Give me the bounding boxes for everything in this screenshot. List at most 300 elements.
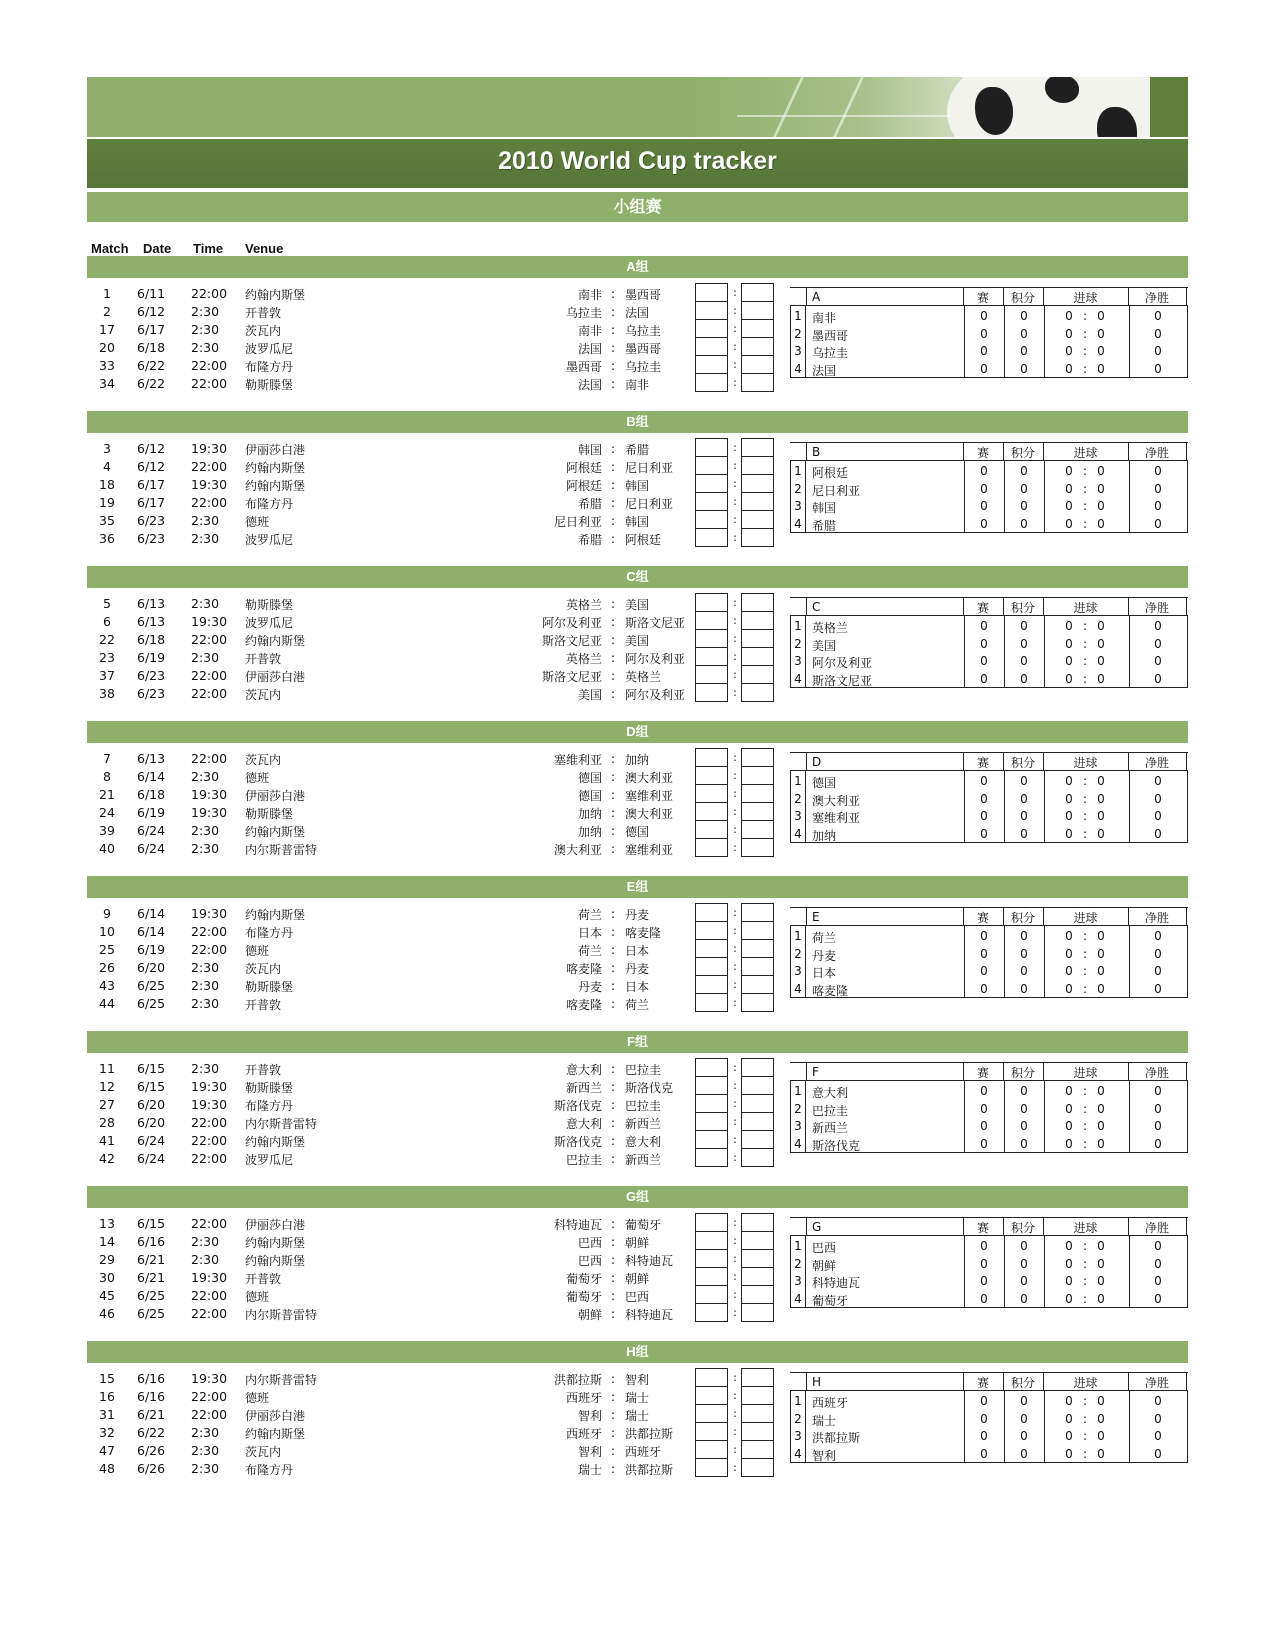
match-time: 22:00 — [191, 751, 228, 766]
goals-separator: : — [1082, 1291, 1088, 1306]
vs-separator: : — [610, 495, 616, 510]
team-played: 0 — [980, 981, 988, 996]
column-divider — [1003, 1062, 1004, 1080]
match-date: 6/14 — [137, 906, 166, 921]
standings-group-letter: A — [812, 290, 821, 304]
team-name: 荷兰 — [812, 931, 837, 945]
home-score-input[interactable] — [695, 1368, 728, 1387]
away-score-input[interactable] — [741, 492, 774, 511]
away-score-input[interactable] — [741, 1112, 774, 1131]
home-score-input[interactable] — [695, 1404, 728, 1423]
standings-row — [791, 1099, 1187, 1117]
away-score-input[interactable] — [741, 283, 774, 302]
banner-edge — [1150, 77, 1188, 137]
home-team: 洪都拉斯 — [553, 1373, 602, 1387]
home-score-input[interactable] — [695, 1112, 728, 1131]
away-score-input[interactable] — [741, 820, 774, 839]
away-score-input[interactable] — [741, 528, 774, 547]
team-points: 0 — [1020, 499, 1028, 513]
home-team: 英格兰 — [565, 598, 602, 612]
match-date: 6/15 — [137, 1079, 166, 1094]
match-number: 42 — [99, 1151, 115, 1166]
away-score-input[interactable] — [741, 438, 774, 457]
header-top-border — [790, 907, 1188, 908]
away-score-input[interactable] — [741, 1404, 774, 1423]
team-played: 0 — [980, 946, 988, 961]
points-header: 积分 — [1010, 1376, 1035, 1390]
score-separator: : — [733, 1097, 737, 1110]
goals-against: 0 — [1097, 1429, 1105, 1443]
match-date: 6/21 — [137, 1407, 166, 1422]
home-score-input[interactable] — [695, 1267, 728, 1286]
home-team: 南非 — [577, 324, 602, 338]
goal-difference: 0 — [1154, 774, 1162, 788]
home-score-input[interactable] — [695, 438, 728, 457]
match-date: 6/23 — [137, 668, 166, 683]
points-header: 积分 — [1010, 291, 1035, 305]
home-score-input[interactable] — [695, 1303, 728, 1322]
match-time: 2:30 — [191, 1234, 220, 1249]
away-score-input[interactable] — [741, 921, 774, 940]
standings-row — [791, 1134, 1187, 1152]
home-team: 巴西 — [577, 1236, 602, 1250]
away-score-input[interactable] — [741, 510, 774, 529]
home-score-input[interactable] — [695, 1076, 728, 1095]
away-score-input[interactable] — [741, 1267, 774, 1286]
match-number: 20 — [99, 340, 115, 355]
team-rank: 4 — [794, 516, 802, 531]
vs-separator: : — [610, 769, 616, 784]
match-venue: 茨瓦内 — [245, 688, 282, 702]
home-score-input[interactable] — [695, 993, 728, 1012]
home-score-input[interactable] — [695, 1440, 728, 1459]
home-score-input[interactable] — [695, 802, 728, 821]
vs-separator: : — [610, 513, 616, 528]
away-team: 乌拉圭 — [625, 360, 662, 374]
match-time: 19:30 — [191, 1270, 228, 1285]
home-score-input[interactable] — [695, 748, 728, 767]
vs-separator: : — [610, 1371, 616, 1386]
played-header: 赛 — [976, 1376, 989, 1390]
column-divider — [963, 442, 964, 460]
away-score-input[interactable] — [741, 1368, 774, 1387]
team-name: 斯洛文尼亚 — [812, 673, 873, 688]
away-score-input[interactable] — [741, 838, 774, 857]
away-team: 丹麦 — [625, 962, 650, 976]
home-score-input[interactable] — [695, 510, 728, 529]
away-team: 澳大利亚 — [625, 771, 674, 785]
home-team: 斯洛伐克 — [553, 1099, 602, 1113]
match-time: 19:30 — [191, 614, 228, 629]
goals-separator: : — [1082, 946, 1088, 961]
away-score-input[interactable] — [741, 975, 774, 994]
match-number: 21 — [99, 787, 115, 802]
away-score-input[interactable] — [741, 1148, 774, 1167]
team-points: 0 — [1020, 1394, 1028, 1408]
home-score-input[interactable] — [695, 903, 728, 922]
away-score-input[interactable] — [741, 1422, 774, 1441]
goals-separator: : — [1082, 774, 1088, 788]
column-divider — [963, 1062, 964, 1080]
away-team: 巴西 — [625, 1290, 650, 1304]
home-score-input[interactable] — [695, 1148, 728, 1167]
home-team: 加纳 — [577, 825, 602, 839]
away-score-input[interactable] — [741, 355, 774, 374]
standings-row — [791, 669, 1187, 687]
match-date: 6/25 — [137, 978, 166, 993]
away-score-input[interactable] — [741, 593, 774, 612]
match-number: 12 — [99, 1079, 115, 1094]
standings-row — [791, 634, 1187, 652]
goals-against: 0 — [1097, 1274, 1105, 1288]
vs-separator: : — [610, 1079, 616, 1094]
match-time: 22:00 — [191, 686, 228, 701]
match-venue: 伊丽莎白港 — [245, 1218, 306, 1232]
home-score-input[interactable] — [695, 492, 728, 511]
away-score-input[interactable] — [741, 373, 774, 392]
away-score-input[interactable] — [741, 629, 774, 648]
away-score-input[interactable] — [741, 319, 774, 338]
home-score-input[interactable] — [695, 611, 728, 630]
home-score-input[interactable] — [695, 766, 728, 785]
goal-diff-header: 净胜 — [1144, 1376, 1169, 1390]
team-name: 日本 — [812, 966, 837, 980]
home-team: 希腊 — [577, 497, 602, 511]
match-date: 6/17 — [137, 322, 166, 337]
home-score-input[interactable] — [695, 474, 728, 493]
home-team: 阿根廷 — [565, 461, 602, 475]
away-score-input[interactable] — [741, 1076, 774, 1095]
home-score-input[interactable] — [695, 1422, 728, 1441]
team-played: 0 — [980, 1101, 988, 1116]
team-points: 0 — [1020, 1084, 1028, 1098]
standings-group-letter: E — [812, 910, 820, 924]
home-score-input[interactable] — [695, 1231, 728, 1250]
away-team: 塞维利亚 — [625, 843, 674, 857]
away-score-input[interactable] — [741, 748, 774, 767]
page-title: 2010 World Cup tracker — [498, 147, 777, 175]
match-time: 2:30 — [191, 650, 220, 665]
goals-against: 0 — [1097, 481, 1105, 496]
goal-difference: 0 — [1154, 981, 1162, 996]
away-score-input[interactable] — [741, 993, 774, 1012]
home-score-input[interactable] — [695, 665, 728, 684]
score-separator: : — [733, 358, 737, 371]
match-number: 1 — [103, 286, 111, 301]
home-team: 尼日利亚 — [553, 515, 602, 529]
away-score-input[interactable] — [741, 1440, 774, 1459]
home-score-input[interactable] — [695, 337, 728, 356]
home-score-input[interactable] — [695, 1458, 728, 1477]
home-score-input[interactable] — [695, 647, 728, 666]
goals-against: 0 — [1097, 619, 1105, 633]
goals-separator: : — [1082, 1136, 1088, 1151]
home-score-input[interactable] — [695, 957, 728, 976]
match-time: 22:00 — [191, 1133, 228, 1148]
match-venue: 伊丽莎白港 — [245, 443, 306, 457]
match-number: 3 — [103, 441, 111, 456]
away-score-input[interactable] — [741, 665, 774, 684]
match-time: 22:00 — [191, 1115, 228, 1130]
away-score-input[interactable] — [741, 939, 774, 958]
goals-against: 0 — [1097, 464, 1105, 478]
match-date: 6/23 — [137, 513, 166, 528]
home-score-input[interactable] — [695, 1249, 728, 1268]
match-time: 22:00 — [191, 1288, 228, 1303]
home-score-input[interactable] — [695, 683, 728, 702]
home-team: 阿根廷 — [565, 479, 602, 493]
home-score-input[interactable] — [695, 784, 728, 803]
goals-separator: : — [1082, 619, 1088, 633]
away-team: 墨西哥 — [625, 288, 662, 302]
goals-separator: : — [1082, 309, 1088, 323]
goals-separator: : — [1082, 464, 1088, 478]
team-rank: 3 — [794, 964, 802, 978]
home-score-input[interactable] — [695, 355, 728, 374]
score-separator: : — [733, 769, 737, 782]
home-score-input[interactable] — [695, 975, 728, 994]
vs-separator: : — [610, 1425, 616, 1440]
home-score-input[interactable] — [695, 593, 728, 612]
group-header: H组 — [87, 1341, 1188, 1363]
away-score-input[interactable] — [741, 1249, 774, 1268]
standings-row — [791, 1426, 1187, 1444]
match-venue: 波罗瓜尼 — [245, 342, 294, 356]
vs-separator: : — [610, 1151, 616, 1166]
score-separator: : — [733, 1151, 737, 1164]
home-score-input[interactable] — [695, 301, 728, 320]
played-header: 赛 — [976, 1066, 989, 1080]
goal-difference: 0 — [1154, 361, 1162, 376]
team-rank: 2 — [794, 1101, 802, 1116]
goals-separator: : — [1082, 1256, 1088, 1271]
goals-against: 0 — [1097, 1136, 1105, 1151]
vs-separator: : — [610, 322, 616, 337]
home-score-input[interactable] — [695, 456, 728, 475]
team-name: 澳大利亚 — [812, 793, 861, 808]
header-top-border — [790, 287, 1188, 288]
match-date: 6/19 — [137, 805, 166, 820]
away-score-input[interactable] — [741, 1058, 774, 1077]
away-score-input[interactable] — [741, 474, 774, 493]
match-number: 22 — [99, 632, 115, 647]
played-header: 赛 — [976, 601, 989, 615]
away-score-input[interactable] — [741, 611, 774, 630]
header-right-border — [1186, 597, 1187, 615]
goals-for: 0 — [1065, 481, 1073, 496]
away-score-input[interactable] — [741, 957, 774, 976]
away-score-input[interactable] — [741, 1386, 774, 1405]
standings-row — [791, 806, 1187, 824]
column-divider — [1043, 442, 1044, 460]
header-left-border — [806, 287, 807, 305]
away-team: 智利 — [625, 1373, 650, 1387]
match-venue: 开普敦 — [245, 306, 282, 320]
team-rank: 3 — [794, 654, 802, 668]
header-left-border — [806, 1217, 807, 1235]
match-time: 2:30 — [191, 304, 220, 319]
home-team: 西班牙 — [565, 1391, 602, 1405]
score-separator: : — [733, 459, 737, 472]
standings-row — [791, 1409, 1187, 1427]
match-time: 2:30 — [191, 1252, 220, 1267]
match-venue: 约翰内斯堡 — [245, 908, 306, 922]
match-venue: 勒斯滕堡 — [245, 378, 294, 392]
team-played: 0 — [980, 964, 988, 978]
header-left-border — [806, 597, 807, 615]
match-date: 6/15 — [137, 1216, 166, 1231]
away-score-input[interactable] — [741, 647, 774, 666]
score-separator: : — [733, 513, 737, 526]
match-venue: 内尔斯普雷特 — [245, 1308, 318, 1322]
team-rank: 3 — [794, 1429, 802, 1443]
match-venue: 约翰内斯堡 — [245, 1427, 306, 1441]
home-team: 法国 — [577, 378, 602, 392]
match-number: 45 — [99, 1288, 115, 1303]
match-venue: 波罗瓜尼 — [245, 533, 294, 547]
away-score-input[interactable] — [741, 1213, 774, 1232]
match-date: 6/12 — [137, 441, 166, 456]
goals-separator: : — [1082, 1429, 1088, 1443]
goals-for: 0 — [1065, 1274, 1073, 1288]
match-number: 6 — [103, 614, 111, 629]
away-score-input[interactable] — [741, 683, 774, 702]
team-name: 新西兰 — [812, 1121, 849, 1135]
match-number: 29 — [99, 1252, 115, 1267]
goals-against: 0 — [1097, 774, 1105, 788]
match-venue: 勒斯滕堡 — [245, 1081, 294, 1095]
match-number: 25 — [99, 942, 115, 957]
column-divider — [1043, 597, 1044, 615]
header-top-border — [790, 1062, 1188, 1063]
column-divider — [1003, 907, 1004, 925]
team-played: 0 — [980, 1239, 988, 1253]
home-score-input[interactable] — [695, 921, 728, 940]
goal-difference: 0 — [1154, 619, 1162, 633]
goals-for: 0 — [1065, 774, 1073, 788]
goals-separator: : — [1082, 1239, 1088, 1253]
team-name: 南非 — [812, 311, 837, 325]
home-score-input[interactable] — [695, 838, 728, 857]
away-score-input[interactable] — [741, 456, 774, 475]
vs-separator: : — [610, 650, 616, 665]
match-venue: 茨瓦内 — [245, 962, 282, 976]
goals-for: 0 — [1065, 309, 1073, 323]
home-team: 德国 — [577, 771, 602, 785]
standings-row — [791, 771, 1187, 789]
match-time: 2:30 — [191, 769, 220, 784]
away-score-input[interactable] — [741, 337, 774, 356]
away-score-input[interactable] — [741, 802, 774, 821]
away-score-input[interactable] — [741, 1458, 774, 1477]
away-score-input[interactable] — [741, 784, 774, 803]
match-number: 40 — [99, 841, 115, 856]
home-score-input[interactable] — [695, 319, 728, 338]
match-venue: 茨瓦内 — [245, 753, 282, 767]
home-score-input[interactable] — [695, 820, 728, 839]
team-points: 0 — [1020, 654, 1028, 668]
match-number: 11 — [99, 1061, 115, 1076]
away-score-input[interactable] — [741, 1285, 774, 1304]
vs-separator: : — [610, 1443, 616, 1458]
away-score-input[interactable] — [741, 1094, 774, 1113]
away-score-input[interactable] — [741, 1231, 774, 1250]
team-name: 智利 — [812, 1448, 837, 1463]
team-name: 乌拉圭 — [812, 346, 849, 360]
header-right-border — [1186, 1372, 1187, 1390]
away-team: 瑞士 — [625, 1409, 650, 1423]
vs-separator: : — [610, 1097, 616, 1112]
home-score-input[interactable] — [695, 373, 728, 392]
match-time: 2:30 — [191, 960, 220, 975]
team-points: 0 — [1020, 946, 1028, 961]
goals-separator: : — [1082, 964, 1088, 978]
goal-difference: 0 — [1154, 481, 1162, 496]
score-separator: : — [733, 841, 737, 854]
standings-row — [791, 1254, 1187, 1272]
score-separator: : — [733, 1461, 737, 1474]
home-score-input[interactable] — [695, 1213, 728, 1232]
home-score-input[interactable] — [695, 1386, 728, 1405]
goals-for: 0 — [1065, 671, 1073, 686]
home-score-input[interactable] — [695, 1285, 728, 1304]
team-rank: 4 — [794, 361, 802, 376]
home-team: 朝鲜 — [577, 1308, 602, 1322]
home-score-input[interactable] — [695, 629, 728, 648]
goal-difference: 0 — [1154, 1446, 1162, 1461]
away-score-input[interactable] — [741, 903, 774, 922]
score-separator: : — [733, 942, 737, 955]
header-right-border — [1186, 287, 1187, 305]
team-name: 喀麦隆 — [812, 983, 849, 998]
away-team: 新西兰 — [625, 1153, 662, 1167]
match-time: 22:00 — [191, 376, 228, 391]
match-date: 6/17 — [137, 477, 166, 492]
home-score-input[interactable] — [695, 939, 728, 958]
away-score-input[interactable] — [741, 301, 774, 320]
goals-for: 0 — [1065, 1119, 1073, 1133]
goals-separator: : — [1082, 481, 1088, 496]
match-number: 2 — [103, 304, 111, 319]
vs-separator: : — [610, 823, 616, 838]
vs-separator: : — [610, 942, 616, 957]
team-points: 0 — [1020, 826, 1028, 841]
home-score-input[interactable] — [695, 528, 728, 547]
match-time: 2:30 — [191, 978, 220, 993]
standings-body — [790, 1080, 1188, 1153]
group-section — [87, 1341, 1188, 1496]
team-played: 0 — [980, 344, 988, 358]
team-points: 0 — [1020, 1136, 1028, 1151]
banner-image — [87, 77, 1188, 139]
score-separator: : — [733, 650, 737, 663]
goals-for: 0 — [1065, 344, 1073, 358]
match-time: 2:30 — [191, 823, 220, 838]
column-divider — [1043, 287, 1044, 305]
team-points: 0 — [1020, 1274, 1028, 1288]
away-score-input[interactable] — [741, 766, 774, 785]
home-score-input[interactable] — [695, 1058, 728, 1077]
played-header: 赛 — [976, 446, 989, 460]
match-date: 6/26 — [137, 1461, 166, 1476]
match-venue: 开普敦 — [245, 998, 282, 1012]
team-points: 0 — [1020, 619, 1028, 633]
home-score-input[interactable] — [695, 1130, 728, 1149]
home-score-input[interactable] — [695, 1094, 728, 1113]
away-score-input[interactable] — [741, 1130, 774, 1149]
away-score-input[interactable] — [741, 1303, 774, 1322]
home-score-input[interactable] — [695, 283, 728, 302]
